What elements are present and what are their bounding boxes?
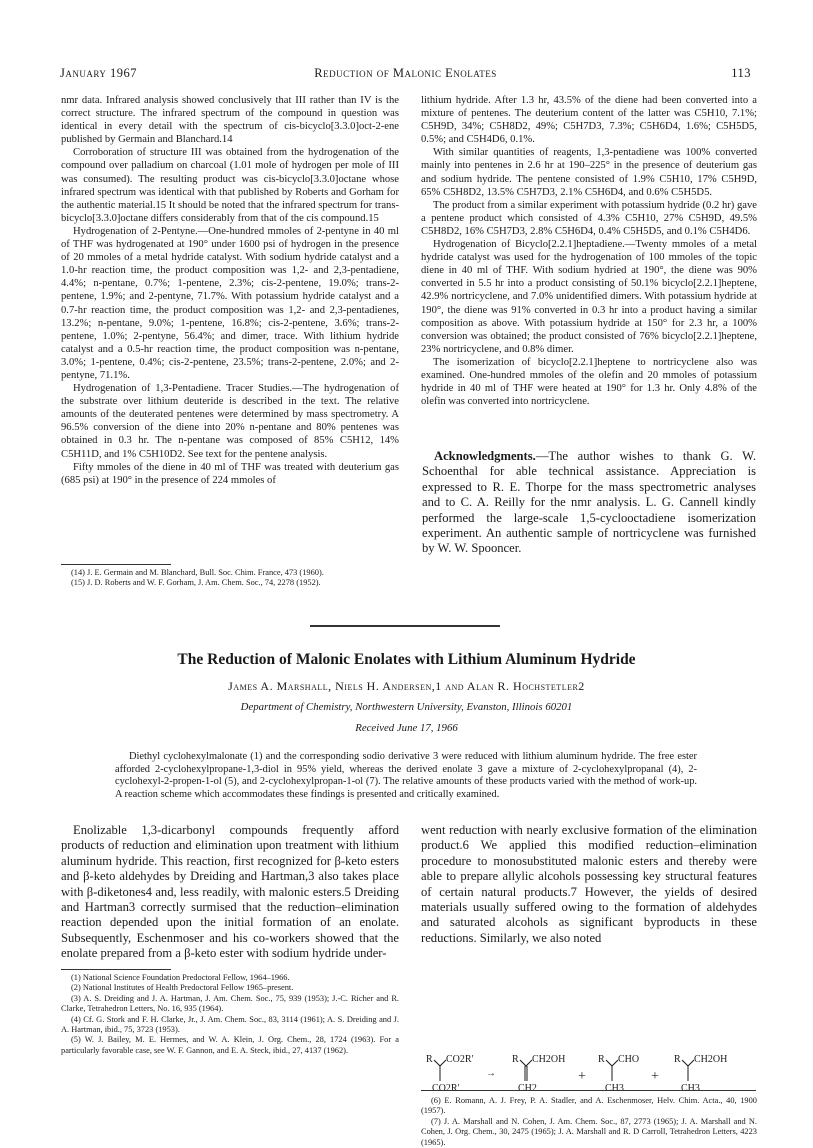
acknowledgments-text: —The author wishes to thank G. W. Schoenthal for able technical assistance. Appreciation is expressed to R. E. Thorpe for the mass spectrometric analyses and to C. A. Reilly for the nmr analysis. L. G. Cannell kindly performed the large-scale 1,5-cyclooctadiene isomerization experiment. An authentic sample of nortricyclene was furnished by W. W. Spooncer. <box>422 449 756 556</box>
footnote: (5) W. J. Bailey, M. E. Hermes, and W. A. Klein, J. Org. Chem., 28, 1724 (1963). For a particularly favorable case, see W. F. Gannon, and E. A. Steck, ibid., 27, 4137 (1962). <box>61 1035 399 1055</box>
paragraph: Corroboration of structure III was obtained from the hydrogenation of the compound over palladium on charcoal (1.01 mole of hydrogen per mole of III was consumed). The resulting product was cis-bicyclo[3.3.0]octane whose infrared spectrum was identical with that published by Roberts and Gorham for the authentic material.15 It should be noted that the infrared spectrum for trans-bicyclo[3.3.0]octane differs considerably from that of the cis compound.15 <box>61 147 399 224</box>
body-left-column <box>61 823 399 962</box>
paragraph: Hydrogenation of 1,3-Pentadiene. Tracer Studies.—The hydrogenation of the substrate over lithium deuteride is described in the text. The relative amounts of the deuterated pentenes were determined by mass spectrometry. A 96.5% conversion of the diene into 20% n-pentane and 80% pentenes was obtained in 0.3 hr. The n-pentane was composed of 85% C5H12, 14% C5H11D, and 1% C5H10D2. See text for the pentene analysis. <box>61 383 399 460</box>
paragraph: Hydrogenation of Bicyclo[2.2.1]heptadiene.—Twenty mmoles of a metal hydride catalyst was used for the hydrogenation of 100 mmoles of the topic diene in 40 ml of THF. With sodium hydried at 190°, the diene was 90% converted in 5.5 hr into a product consisting of 50.1% bicyclo[2.2.1]heptene, 42.9% nortricyclene, and 7.0% unidentified dimers. With potassium hydride at 190°, the diene was 91% converted in 0.3 hr into a product having a similar composition as above. With potassium hydride at 150° for 2.3 hr, a 100% conversion was obtained; the product consisted of 76% bicyclo[2.2.1]heptene, 23% nortricyclene, and 0.8% dimer. <box>421 239 757 355</box>
article-separator <box>310 625 500 627</box>
prev-footnotes <box>61 568 399 589</box>
scheme-co2r-bottom: CO2R′ <box>432 1083 460 1094</box>
footnote: (14) J. E. Germain and M. Blanchard, Bull. Soc. Chim. France, 473 (1960). <box>71 568 324 577</box>
paragraph: Enolizable 1,3-dicarbonyl compounds frequently afford products of reduction and elimination upon treatment with lithium aluminum hydride. This reaction, first recognized for β-keto esters and β-keto aldehydes by Dreiding and Hartman,3 also takes place with β-diketones4 and, less readily, with malonic esters.5 Dreiding and Hartman3 correctly surmised that the reduction–elimination reaction depended upon the initial formation of an enolate. Subsequently, Eschenmoser and his co-workers showed that the enolate prepared from a β-keto ester with sodium hydride under- <box>61 823 399 961</box>
scheme-ch2-1: CH2 <box>518 1083 537 1094</box>
scheme-bond <box>606 1060 618 1066</box>
running-header <box>60 66 751 82</box>
paragraph: Hydrogenation of 2-Pentyne.—One-hundred mmoles of 2-pentyne in 40 ml of THF was hydrogenated at 190° under 1600 psi of hydrogen in the presence of 20 mmoles of a metal hydride catalyst. With sodium hydride catalyst and a 1.0-hr reaction time, the product composition was 1,2- and 2,3-pentadiene, 4.4%; n-pentane, 0.7%; 1-pentene, 2.3%; cis-2-pentene, 19.0%; trans-2-pentene, 1.9%; and 2-pentyne, 71.7%. With potassium hydride catalyst and a 0.7-hr reaction time, the product composition was 1,2- and 2,3-pentadienes, 13.2%; n-pentane, 9.0%; 1-pentene, 16.8%; cis-2-pentene, 3.6%; trans-2-pentene, 1.0%; 2-pentyne, 56.4%; and dimer, trace. With lithium hydride catalyst and a 0.5-hr reaction time, the product composition was n-pentane, 3.0%; 1-pentene, 0.4%; cis-2-pentene, 23.5%; trans-2-pentene, 2.0%; and 2-pentyne, 71.1%. <box>61 225 399 381</box>
scheme-bond <box>520 1060 532 1066</box>
article-footnotes-right <box>421 1096 757 1148</box>
paragraph: The product from a similar experiment with potassium hydride (0.2 hr) gave a pentene product which consisted of 4.3% C5H10, 27% C5H9D, 49.5% C5H8D2, 16% C5H7D3, 2.8% C5H6D4, 0.4% C5H5D5, and 0.1% C5H4D6. <box>421 199 757 237</box>
footnote-divider <box>61 564 171 565</box>
paragraph: Fifty mmoles of the diene in 40 ml of THF was treated with deuterium gas (685 psi) at 190° in the presence of 224 mmoles of <box>61 461 399 486</box>
footnote: (15) J. D. Roberts and W. F. Gorham, J. Am. Chem. Soc., 74, 2278 (1952). <box>71 578 321 588</box>
footnote-divider <box>421 1090 756 1091</box>
author-affiliation: Department of Chemistry, Northwestern University, Evanston, Illinois 60201 <box>240 701 573 713</box>
acknowledgments <box>422 449 756 557</box>
scheme-ch3-2: CH3 <box>681 1083 700 1094</box>
paragraph: With similar quantities of reagents, 1,3-pentadiene was 100% converted mainly into pentenes in 2.6 hr at 190–225° in the presence of deuterium gas and sodium hydride. The pentene consisted of 1.9% C5H10, 17% C5H9D, 65% C5H8D2, 13.5% C5H7D3, 2.1% C5H6D4, and 0.6% C5H5D5. <box>421 147 757 198</box>
scheme-co2r-top: CO2R′ <box>446 1054 474 1065</box>
scheme-ch3-1: CH3 <box>605 1083 624 1094</box>
header-date: January 1967 <box>60 66 137 80</box>
abstract <box>115 751 697 801</box>
abstract-text: Diethyl cyclohexylmalonate (1) and the corresponding sodio derivative 3 were reduced with lithium aluminum hydride. The free ester afforded 2-cyclohexylpropane-1,3-diol in 95% yield, whereas the derived enolate 3 gave a mixture of 2-cyclohexylpropanal (4), 2-cyclohexyl-2-propen-1-ol (5), and 2-cyclohexylpropan-1-ol (7). The relative amounts of these products varied with the method of work-up. A reaction scheme which accommodates these findings is presented and critically examined. <box>115 751 697 800</box>
scheme-r1: R <box>426 1054 433 1065</box>
footnote: (2) National Institutes of Health Predoctoral Fellow 1965–present. <box>71 983 294 993</box>
prev-article-left-column <box>61 94 399 487</box>
article-footnotes-left <box>61 973 399 1056</box>
paragraph: The isomerization of bicyclo[2.2.1]heptene to nortricyclene also was examined. One-hundred mmoles of the olefin and 20 mmoles of potassium hydride in 40 ml of THF were heated at 190° for 1.3 hr. Only 4.8% of the olefin was converted into nortricyclene. <box>421 356 757 408</box>
footnote: (7) J. A. Marshall and N. Cohen, J. Am. Chem. Soc., 87, 2773 (1965); J. A. Marshall and N. Cohen, J. Org. Chem., 30, 2475 (1965); J. A. Marshall and R. D Carroll, Tetrahedron Letters, 4223 (1965). <box>421 1116 757 1147</box>
footnote: (6) E. Romann, A. J. Frey, P. A. Stadler, and A. Eschenmoser, Helv. Chim. Acta., 40, 1900 (1957). <box>421 1096 757 1116</box>
scheme-arrow: → <box>486 1068 496 1079</box>
scheme-ch2oh-2: CH2OH <box>694 1054 728 1065</box>
body-right-column <box>421 823 757 946</box>
page-number: 113 <box>731 66 751 80</box>
article-title: The Reduction of Malonic Enolates with Lithium Aluminum Hydride <box>177 651 636 668</box>
paragraph: went reduction with nearly exclusive formation of the elimination product.6 We applied this modified reduction–elimination procedure to monosubstituted malonic esters and thereby were able to prepare allylic alcohols possessing key structural features of certain natural products.7 However, the yields of desired materials usually suffered owing to the formation of aldehydes and saturated alcohols as significant byproducts in these reductions. Similarly, we also noted <box>421 823 757 945</box>
scheme-bond <box>682 1060 694 1066</box>
scheme-plus-1: + <box>578 1069 586 1084</box>
header-title: Reduction of Malonic Enolates <box>314 66 497 80</box>
article-authors: James A. Marshall, Niels H. Andersen,1 and Alan R. Hochstetler2 <box>228 679 585 693</box>
scheme-bond <box>434 1060 446 1066</box>
footnote: (4) Cf. G. Stork and F. H. Clarke, Jr., J. Am. Chem. Soc., 83, 3114 (1961); A. S. Dreiding and J. A. Hartman, ibid., 75, 3723 (1953). <box>61 1014 399 1035</box>
footnote: (3) A. S. Dreiding and J. A. Hartman, J. Am. Chem. Soc., 75, 939 (1953); J.-C. Richer and R. Clarke, Tetrahedron Letters, No. 16, 935 (1964). <box>61 993 399 1014</box>
footnote-divider <box>61 969 171 970</box>
paragraph: lithium hydride. After 1.3 hr, 43.5% of the diene had been converted into a mixture of pentenes. The deuterium content of the latter was C5H10, 7.1%; C5H9D, 34%; C5H8D2, 49%; C5H7D3, 7.3%; C5H6D4, 1.6%; C5H5D5, 0.5%; and C5H4D6, 0.1%. <box>421 95 757 146</box>
scheme-r4: R <box>674 1054 681 1065</box>
scheme-r2: R <box>512 1054 519 1065</box>
acknowledgments-heading: Acknowledgments. <box>434 449 536 463</box>
scheme-plus-2: + <box>651 1069 659 1084</box>
scheme-r3: R <box>598 1054 605 1065</box>
footnote: (1) National Science Foundation Predoctoral Fellow, 1964–1966. <box>71 973 290 982</box>
received-date: Received June 17, 1966 <box>355 722 458 734</box>
scheme-cho: CHO <box>618 1054 640 1065</box>
paragraph: nmr data. Infrared analysis showed conclusively that III rather than IV is the correct structure. The infrared spectrum of the compound in question was identical in every detail with the spectrum of cis-bicyclo[3.3.0]oct-2-ene published by Germain and Blanchard.14 <box>61 95 399 146</box>
prev-article-right-column <box>421 94 757 408</box>
scheme-ch2oh-1: CH2OH <box>532 1054 566 1065</box>
